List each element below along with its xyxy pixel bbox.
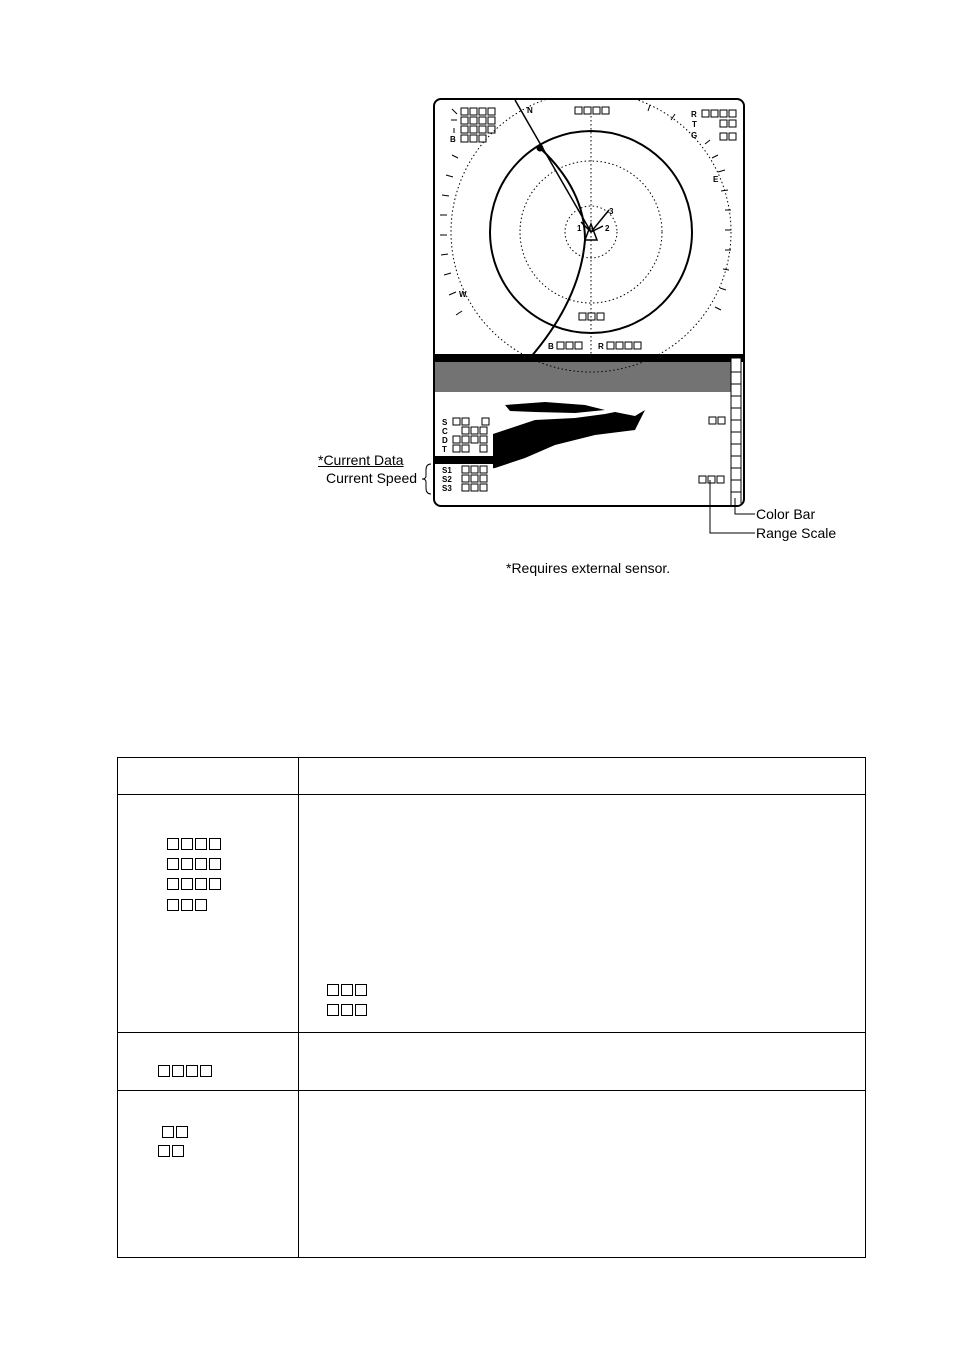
- heading-r-label: R: [691, 110, 697, 119]
- current-speed-callout: Current Speed: [326, 470, 418, 486]
- box-group: [158, 1065, 212, 1077]
- row1-item-cell: [118, 795, 299, 1033]
- leader-lines: [700, 478, 760, 538]
- description-table: [117, 757, 866, 1258]
- top-left-b-label: B: [450, 135, 456, 144]
- current-data-s-label: S: [442, 418, 448, 427]
- heading-g-label: G: [691, 131, 698, 140]
- sonar-circle-area: [440, 100, 736, 372]
- box-group: [162, 1126, 188, 1138]
- current-data-c-label: C: [442, 427, 448, 436]
- box-group: [167, 838, 221, 850]
- current-speed-s1-label: S1: [442, 466, 452, 475]
- box-group: [327, 1004, 367, 1016]
- sensor-footnote: *Requires external sensor.: [506, 560, 671, 576]
- table-row: [118, 1033, 866, 1091]
- current-speed-brace: [421, 462, 433, 496]
- row3-description-cell: [299, 1091, 866, 1258]
- box-group: [327, 984, 367, 996]
- current-data-block: [435, 412, 493, 456]
- current-data-t-label: T: [442, 445, 447, 454]
- surface-noise-band: [435, 362, 731, 392]
- header-cell-item: [118, 758, 299, 795]
- west-label: W: [459, 290, 467, 299]
- vessel-mark-2: 2: [605, 224, 610, 233]
- box-group: [167, 858, 221, 870]
- current-data-callout: *Current Data: [318, 452, 404, 468]
- range-scale-callout: Range Scale: [756, 525, 837, 541]
- color-bar-callout: Color Bar: [756, 506, 816, 522]
- row2-item-cell: [118, 1033, 299, 1091]
- track-marker: [537, 145, 544, 152]
- heading-line: [515, 100, 591, 232]
- split-divider: [435, 354, 745, 362]
- range-scale-boxes: [699, 417, 725, 483]
- table-header-row: [118, 758, 866, 795]
- row1-description-cell: [299, 795, 866, 1033]
- current-speed-s3-label: S3: [442, 484, 452, 493]
- east-label: E: [713, 175, 719, 184]
- table-row: [118, 1091, 866, 1258]
- display-graphics: [435, 100, 745, 507]
- header-cell-description: [299, 758, 866, 795]
- vessel-mark-3: 3: [609, 207, 614, 216]
- bearing-b-label: B: [548, 342, 554, 351]
- north-label: N: [527, 106, 533, 115]
- sonar-display-diagram: [433, 98, 745, 507]
- table-row: [118, 795, 866, 1033]
- box-group: [158, 1145, 184, 1157]
- direction-glyphs: [451, 109, 457, 133]
- row2-description-cell: [299, 1033, 866, 1091]
- box-group: [167, 878, 221, 890]
- row3-item-cell: [118, 1091, 299, 1258]
- range-r-label: R: [598, 342, 604, 351]
- echo-sounder-area: [435, 358, 741, 506]
- vessel-mark-1: 1: [577, 224, 582, 233]
- current-speed-s2-label: S2: [442, 475, 452, 484]
- compass-ticks: [440, 105, 731, 315]
- heading-t-label: T: [692, 120, 697, 129]
- fish-school: [505, 402, 605, 413]
- current-speed-block: [435, 464, 493, 494]
- current-data-d-label: D: [442, 436, 448, 445]
- box-group: [167, 899, 207, 911]
